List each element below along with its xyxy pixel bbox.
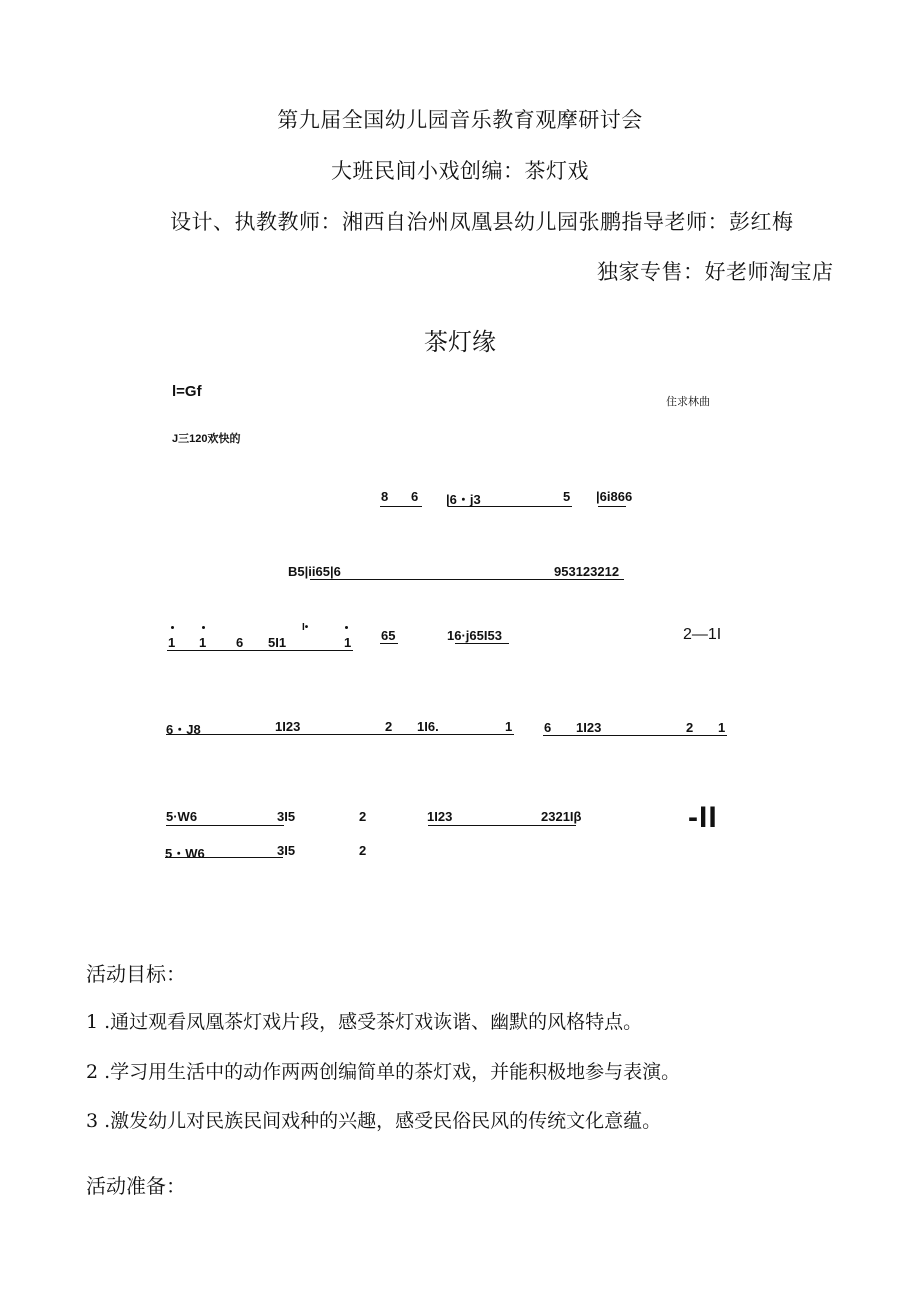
note: 65 bbox=[381, 628, 396, 643]
prep-heading: 活动准备： bbox=[86, 1174, 186, 1198]
note: 6 bbox=[544, 720, 552, 735]
note: 1 bbox=[344, 635, 352, 650]
note: 1 bbox=[505, 719, 513, 734]
lesson-title: 大班民间小戏创编：茶灯戏 bbox=[331, 159, 589, 183]
goal-item: 2 .学习用生活中的动作两两创编简单的茶灯戏，并能积极地参与表演。 bbox=[86, 1061, 681, 1083]
exclusive-seller: 独家专售：好老师淘宝店 bbox=[597, 260, 834, 284]
note: 8 bbox=[381, 489, 389, 504]
goal-item: 1 .通过观看凤凰茶灯戏片段，感受茶灯戏诙谐、幽默的风格特点。 bbox=[86, 1011, 643, 1033]
note: 5I1 bbox=[268, 635, 287, 650]
note: 5・W6 bbox=[165, 846, 205, 861]
note: 1I23 bbox=[427, 809, 453, 824]
song-title: 茶灯缘 bbox=[424, 328, 496, 356]
note: 6 bbox=[236, 635, 244, 650]
note: 2 bbox=[359, 809, 367, 824]
final-barline: -II bbox=[688, 801, 718, 834]
tempo-mark: J三120欢快的 bbox=[172, 433, 241, 445]
note: 953123212 bbox=[554, 564, 620, 579]
note: 1 bbox=[718, 720, 726, 735]
note: 5·W6 bbox=[166, 809, 198, 824]
note: 1I23 bbox=[576, 720, 602, 735]
note: 5 bbox=[563, 489, 571, 504]
note: 2 bbox=[686, 720, 694, 735]
note: 1I23 bbox=[275, 719, 301, 734]
note: 1 bbox=[199, 635, 207, 650]
note: 6・J8 bbox=[166, 722, 201, 737]
note: 2321Iβ bbox=[541, 809, 582, 824]
goals-heading: 活动目标： bbox=[86, 962, 186, 986]
note: 1I6. bbox=[417, 719, 439, 734]
note: |6・j3 bbox=[446, 492, 481, 507]
note: 2 bbox=[359, 843, 367, 858]
note: 2 bbox=[385, 719, 393, 734]
conference-title: 第九届全国幼儿园音乐教育观摩研讨会 bbox=[277, 108, 643, 132]
note: I• bbox=[302, 622, 309, 633]
note: 6 bbox=[411, 489, 419, 504]
note: 16·j65I53 bbox=[447, 628, 502, 643]
note: 3I5 bbox=[277, 843, 296, 858]
goal-item: 3 .激发幼儿对民族民间戏种的兴趣，感受民俗民风的传统文化意蕴。 bbox=[86, 1110, 662, 1132]
key-signature: l=Gf bbox=[172, 383, 202, 400]
teacher-line: 设计、执教教师：湘西自治州凤凰县幼儿园张鹏指导老师：彭红梅 bbox=[170, 210, 794, 234]
note: 2—1I bbox=[683, 626, 722, 643]
note: 3I5 bbox=[277, 809, 296, 824]
note: |6i866 bbox=[596, 489, 633, 504]
note: 1 bbox=[168, 635, 176, 650]
composer: 住求林曲 bbox=[666, 396, 710, 408]
note: B5|ii65|6 bbox=[288, 564, 341, 579]
